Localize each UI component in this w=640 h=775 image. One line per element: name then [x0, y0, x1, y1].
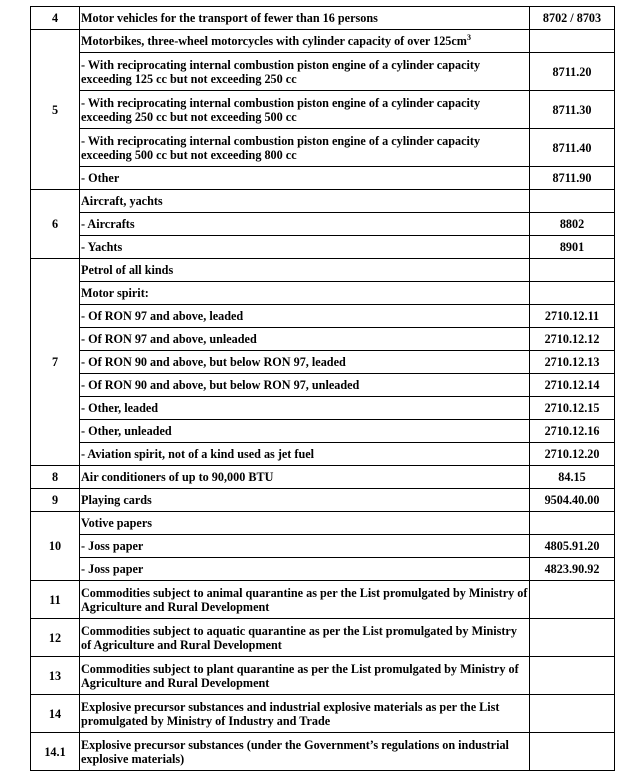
item-description-text: - Other [81, 171, 120, 185]
item-description [80, 558, 530, 581]
table-row [31, 657, 615, 695]
item-description [80, 581, 530, 619]
item-number: 8 [31, 466, 80, 489]
item-description-text: - Of RON 97 and above, leaded [81, 309, 244, 323]
table-row [31, 305, 615, 328]
table-row [31, 466, 615, 489]
hs-code: 8711.90 [530, 167, 615, 190]
item-number: 12 [31, 619, 80, 657]
hs-code: 8711.30 [530, 91, 615, 129]
item-description-text: Motorbikes, three-wheel motorcycles with cylinder capacity of over 125cm [81, 34, 467, 48]
item-description-text: Explosive precursor substances and industrial explosive materials as per the List promulgated by Ministry of Industry and Trade [81, 699, 500, 728]
hs-code [530, 657, 615, 695]
item-number: 11 [31, 581, 80, 619]
item-description [80, 512, 530, 535]
table-row [31, 53, 615, 91]
item-description [80, 466, 530, 489]
table-row [31, 695, 615, 733]
table-row [31, 7, 615, 30]
table-row [31, 129, 615, 167]
table-row [31, 397, 615, 420]
table-row [31, 190, 615, 213]
item-description-text: Aircraft, yachts [81, 194, 163, 208]
hs-code [530, 512, 615, 535]
item-description-text: - With reciprocating internal combustion piston engine of a cylinder capacity exceeding 500 cc but not exceeding 800 cc [81, 133, 481, 162]
item-description-text: - Other, unleaded [81, 424, 172, 438]
item-description [80, 328, 530, 351]
item-description-text: Motor spirit: [81, 286, 149, 300]
item-description [80, 351, 530, 374]
item-description [80, 30, 530, 53]
item-description-text: Petrol of all kinds [81, 263, 174, 277]
table-row [31, 512, 615, 535]
item-description [80, 259, 530, 282]
item-description [80, 397, 530, 420]
table-row [31, 558, 615, 581]
item-description [80, 489, 530, 512]
item-description-text: Motor vehicles for the transport of fewer than 16 persons [81, 11, 378, 25]
table-row [31, 619, 615, 657]
table-row [31, 733, 615, 771]
item-description [80, 420, 530, 443]
item-description [80, 236, 530, 259]
hs-code [530, 282, 615, 305]
item-description [80, 657, 530, 695]
tariff-table [30, 6, 615, 771]
hs-code: 8802 [530, 213, 615, 236]
hs-code: 8901 [530, 236, 615, 259]
table-row [31, 91, 615, 129]
hs-code: 4805.91.20 [530, 535, 615, 558]
item-description [80, 190, 530, 213]
hs-code: 2710.12.14 [530, 374, 615, 397]
hs-code: 2710.12.13 [530, 351, 615, 374]
item-number: 14 [31, 695, 80, 733]
item-description-text: Commodities subject to animal quarantine as per the List promulgated by Ministry of Agriculture and Rural Development [81, 585, 528, 614]
table-row [31, 328, 615, 351]
table-row [31, 30, 615, 53]
hs-code: 8711.40 [530, 129, 615, 167]
item-description [80, 7, 530, 30]
hs-code [530, 30, 615, 53]
hs-code [530, 695, 615, 733]
hs-code [530, 619, 615, 657]
hs-code [530, 581, 615, 619]
item-description-text: - Yachts [81, 240, 123, 254]
item-description-text: Air conditioners of up to 90,000 BTU [81, 470, 274, 484]
item-description-text: - With reciprocating internal combustion piston engine of a cylinder capacity exceeding 250 cc but not exceeding 500 cc [81, 95, 481, 124]
item-description-text: - Of RON 90 and above, but below RON 97, unleaded [81, 378, 360, 392]
item-description-text: Explosive precursor substances (under the Government’s regulations on industrial explosive materials) [81, 737, 509, 766]
item-description [80, 167, 530, 190]
item-number: 9 [31, 489, 80, 512]
item-number: 4 [31, 7, 80, 30]
item-number: 7 [31, 259, 80, 466]
item-description [80, 129, 530, 167]
item-description-text: - Joss paper [81, 562, 144, 576]
item-description [80, 305, 530, 328]
table-row [31, 236, 615, 259]
item-description [80, 619, 530, 657]
table-row [31, 581, 615, 619]
item-description [80, 733, 530, 771]
hs-code [530, 733, 615, 771]
item-description-text: - With reciprocating internal combustion piston engine of a cylinder capacity exceeding 125 cc but not exceeding 250 cc [81, 57, 481, 86]
table-row [31, 535, 615, 558]
hs-code: 8702 / 8703 [530, 7, 615, 30]
table-row [31, 443, 615, 466]
table-row [31, 282, 615, 305]
item-description-text: - Joss paper [81, 539, 144, 553]
item-description [80, 535, 530, 558]
table-row [31, 374, 615, 397]
item-description-text: - Of RON 97 and above, unleaded [81, 332, 257, 346]
hs-code: 4823.90.92 [530, 558, 615, 581]
item-description-text: Commodities subject to aquatic quarantine as per the List promulgated by Ministry of Agriculture and Rural Development [81, 623, 517, 652]
item-number: 5 [31, 30, 80, 190]
hs-code: 2710.12.15 [530, 397, 615, 420]
hs-code: 84.15 [530, 466, 615, 489]
item-description [80, 213, 530, 236]
tariff-table-body [31, 7, 615, 771]
item-description [80, 695, 530, 733]
item-description [80, 374, 530, 397]
table-row [31, 351, 615, 374]
table-row [31, 213, 615, 236]
item-number: 14.1 [31, 733, 80, 771]
table-row [31, 167, 615, 190]
table-row [31, 489, 615, 512]
hs-code [530, 190, 615, 213]
hs-code: 8711.20 [530, 53, 615, 91]
superscript: 3 [466, 32, 471, 42]
table-row [31, 420, 615, 443]
hs-code: 2710.12.16 [530, 420, 615, 443]
item-description [80, 91, 530, 129]
item-description-text: Votive papers [81, 516, 152, 530]
item-description-text: Commodities subject to plant quarantine as per the List promulgated by Ministry of Agriculture and Rural Development [81, 661, 519, 690]
item-description-text: - Aviation spirit, not of a kind used as jet fuel [81, 447, 315, 461]
item-description-text: - Of RON 90 and above, but below RON 97, leaded [81, 355, 346, 369]
table-row [31, 259, 615, 282]
hs-code: 2710.12.11 [530, 305, 615, 328]
hs-code: 9504.40.00 [530, 489, 615, 512]
hs-code: 2710.12.12 [530, 328, 615, 351]
item-description [80, 53, 530, 91]
item-description-text: - Other, leaded [81, 401, 159, 415]
hs-code [530, 259, 615, 282]
item-description-text: Playing cards [81, 493, 152, 507]
item-number: 13 [31, 657, 80, 695]
item-number: 10 [31, 512, 80, 581]
item-description [80, 443, 530, 466]
hs-code: 2710.12.20 [530, 443, 615, 466]
item-description [80, 282, 530, 305]
item-number: 6 [31, 190, 80, 259]
item-description-text: - Aircrafts [81, 217, 135, 231]
